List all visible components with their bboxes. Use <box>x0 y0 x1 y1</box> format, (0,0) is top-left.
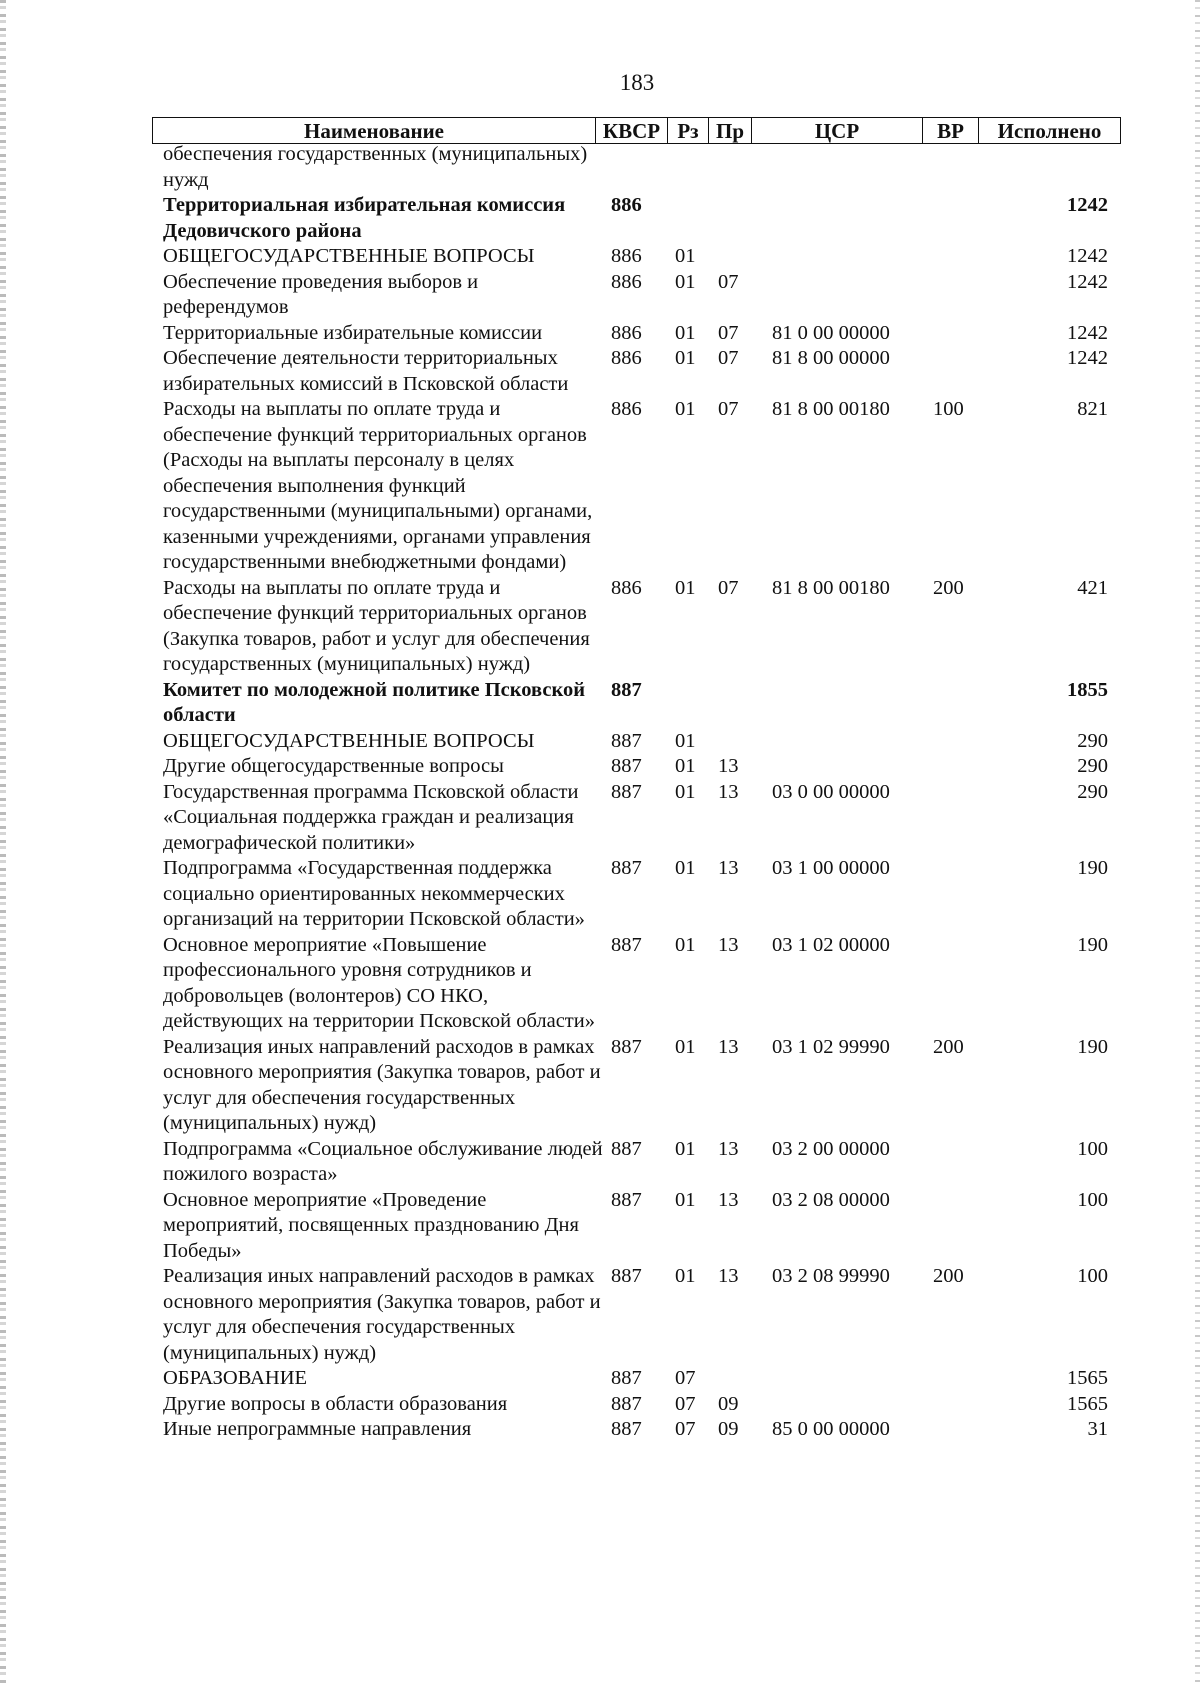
row-pr: 13 <box>718 1035 739 1058</box>
row-name: Территориальная избирательная комиссия Дедовичского района <box>163 194 566 242</box>
row-pr: 07 <box>718 576 739 599</box>
row-done: 290 <box>1077 780 1108 803</box>
table-row <box>0 729 1200 755</box>
row-kvsr: 886 <box>611 398 642 420</box>
row-name: Подпрограмма «Государственная поддержка социально ориентированных некоммерческих организаций на территории Псковской области» <box>163 857 585 930</box>
row-done: 190 <box>1077 857 1108 879</box>
row-name: ОБЩЕГОСУДАРСТВЕННЫЕ ВОПРОСЫ <box>163 245 535 267</box>
header-done: Исполнено <box>997 119 1102 143</box>
row-name: Расходы на выплаты по оплате труда и обеспечение функций территориальных органов (Закупка товаров, работ и услуг для обеспечения государственных (муниципальных) нужд) <box>163 576 590 675</box>
row-name: Основное мероприятие «Проведение мероприятий, посвященных празднованию Дня Победы» <box>163 1188 579 1262</box>
row-rz: 01 <box>675 857 696 879</box>
row-pr: 07 <box>718 398 739 420</box>
row-name: Реализация иных направлений расходов в рамках основного мероприятия (Закупка товаров, работ и услуг для обеспечения государственных (муниципальных) нужд) <box>163 1265 601 1364</box>
row-vr: 200 <box>933 576 964 599</box>
table-row <box>0 576 1200 678</box>
row-pr: 13 <box>718 755 739 777</box>
row-done: 421 <box>1077 576 1108 599</box>
row-rz: 01 <box>675 321 696 344</box>
row-kvsr: 886 <box>611 245 642 267</box>
table-row <box>0 321 1200 347</box>
row-rz: 01 <box>675 1188 696 1211</box>
row-kvsr: 886 <box>611 194 642 216</box>
table-row <box>0 346 1200 397</box>
row-name: Территориальные избирательные комиссии <box>163 321 543 344</box>
row-done: 1242 <box>1067 321 1108 344</box>
row-pr: 07 <box>718 347 739 369</box>
row-done: 1565 <box>1067 1367 1108 1389</box>
table-row <box>0 678 1200 729</box>
row-csr: 81 8 00 00180 <box>772 576 890 599</box>
row-pr: 13 <box>718 1265 739 1287</box>
row-kvsr: 886 <box>611 347 642 369</box>
row-kvsr: 887 <box>611 780 642 803</box>
row-kvsr: 887 <box>611 1418 642 1440</box>
table-row <box>0 1392 1200 1418</box>
table-row <box>0 933 1200 1035</box>
table-row <box>0 1137 1200 1188</box>
row-rz: 01 <box>675 933 696 956</box>
row-name: Обеспечение деятельности территориальных избирательных комиссий в Псковской области <box>163 347 569 395</box>
row-done: 1242 <box>1067 245 1108 267</box>
row-name: Основное мероприятие «Повышение профессионального уровня сотрудников и добровольцев (волонтеров) СО НКО, действующих на территории Псковской области» <box>163 933 595 1032</box>
row-kvsr: 887 <box>611 729 642 752</box>
row-rz: 01 <box>675 1265 696 1287</box>
row-name: Другие вопросы в области образования <box>163 1392 508 1415</box>
row-rz: 01 <box>675 755 696 777</box>
row-kvsr: 887 <box>611 1137 642 1160</box>
row-name: ОБРАЗОВАНИЕ <box>163 1367 308 1389</box>
row-kvsr: 886 <box>611 576 642 599</box>
row-name: Расходы на выплаты по оплате труда и обеспечение функций территориальных органов (Расходы на выплаты персоналу в целях обеспечения выполнения функций государственными (муниципальными) органами, казенными учреждениями, органами управления государственными внебюджетными фондами) <box>163 398 593 573</box>
row-done: 1242 <box>1067 194 1108 216</box>
row-pr: 07 <box>718 270 739 293</box>
table-row <box>0 1035 1200 1137</box>
row-csr: 03 2 08 00000 <box>772 1188 890 1211</box>
row-pr: 09 <box>718 1418 739 1440</box>
table-row <box>0 1264 1200 1366</box>
table-body <box>0 142 1200 1443</box>
row-done: 290 <box>1077 755 1108 777</box>
row-done: 190 <box>1077 933 1108 956</box>
row-kvsr: 887 <box>611 678 642 701</box>
row-kvsr: 887 <box>611 1367 642 1389</box>
row-kvsr: 886 <box>611 270 642 293</box>
header-name: Наименование <box>153 118 596 143</box>
row-rz: 07 <box>675 1367 696 1389</box>
row-vr: 200 <box>933 1265 964 1287</box>
row-pr: 13 <box>718 1188 739 1211</box>
row-name: Иные непрограммные направления <box>163 1418 472 1440</box>
row-name: Обеспечение проведения выборов и референдумов <box>163 270 479 318</box>
row-rz: 01 <box>675 780 696 803</box>
row-rz: 01 <box>675 576 696 599</box>
row-name: Подпрограмма «Социальное обслуживание людей пожилого возраста» <box>163 1137 603 1185</box>
header-kvsr: КВСР <box>596 118 668 143</box>
row-done: 190 <box>1077 1035 1108 1058</box>
row-name: Реализация иных направлений расходов в рамках основного мероприятия (Закупка товаров, работ и услуг для обеспечения государственных (муниципальных) нужд) <box>163 1035 601 1134</box>
row-kvsr: 887 <box>611 755 642 777</box>
row-rz: 01 <box>675 1035 696 1058</box>
row-name: Государственная программа Псковской области «Социальная поддержка граждан и реализация демографической политики» <box>163 780 579 854</box>
row-csr: 81 0 00 00000 <box>772 321 890 344</box>
row-rz: 07 <box>675 1392 696 1415</box>
row-csr: 03 1 02 99990 <box>772 1035 890 1058</box>
row-name: Комитет по молодежной политике Псковской области <box>163 678 586 726</box>
row-done: 100 <box>1077 1188 1108 1211</box>
header-csr: ЦСР <box>752 118 923 143</box>
row-kvsr: 886 <box>611 321 642 344</box>
row-kvsr: 887 <box>611 1188 642 1211</box>
header-rz: Рз <box>668 118 709 143</box>
table-row <box>0 142 1200 193</box>
row-rz: 01 <box>675 1137 696 1160</box>
row-csr: 03 1 02 00000 <box>772 933 890 956</box>
row-done: 31 <box>1087 1418 1108 1440</box>
table-header <box>152 117 1121 144</box>
table-row <box>0 270 1200 321</box>
row-done: 1855 <box>1067 678 1108 701</box>
table-row <box>0 1366 1200 1392</box>
row-vr: 200 <box>933 1035 964 1058</box>
table-row <box>0 244 1200 270</box>
row-pr: 09 <box>718 1392 739 1415</box>
row-csr: 81 8 00 00180 <box>772 398 890 420</box>
row-kvsr: 887 <box>611 933 642 956</box>
table-row <box>0 856 1200 933</box>
table-row <box>0 193 1200 244</box>
row-rz: 01 <box>675 729 696 752</box>
row-done: 1242 <box>1067 347 1108 369</box>
row-rz: 01 <box>675 270 696 293</box>
row-rz: 07 <box>675 1418 696 1440</box>
row-rz: 01 <box>675 398 696 420</box>
row-done: 1242 <box>1067 270 1108 293</box>
row-done: 1565 <box>1067 1392 1108 1415</box>
row-kvsr: 887 <box>611 1392 642 1415</box>
row-pr: 13 <box>718 933 739 956</box>
row-name: Другие общегосударственные вопросы <box>163 755 504 777</box>
row-pr: 13 <box>718 1137 739 1160</box>
table-row <box>0 754 1200 780</box>
row-kvsr: 887 <box>611 1265 642 1287</box>
row-csr: 03 0 00 00000 <box>772 780 890 803</box>
row-name: обеспечения государственных (муниципальных) нужд <box>163 143 588 191</box>
table-row <box>0 1188 1200 1265</box>
row-csr: 03 1 00 00000 <box>772 857 890 879</box>
table-row <box>0 397 1200 576</box>
row-pr: 13 <box>718 780 739 803</box>
row-vr: 100 <box>933 398 964 420</box>
row-done: 100 <box>1077 1265 1108 1287</box>
header-vr: ВР <box>923 118 979 143</box>
row-pr: 13 <box>718 857 739 879</box>
row-rz: 01 <box>675 245 696 267</box>
page-number: 183 <box>619 70 655 95</box>
table-row <box>0 1417 1200 1443</box>
row-csr: 03 2 08 99990 <box>772 1265 890 1287</box>
row-kvsr: 887 <box>611 857 642 879</box>
row-kvsr: 887 <box>611 1035 642 1058</box>
header-pr: Пр <box>709 118 752 143</box>
row-done: 290 <box>1077 729 1108 752</box>
row-pr: 07 <box>718 321 739 344</box>
row-done: 100 <box>1077 1137 1108 1160</box>
table-row <box>0 780 1200 857</box>
row-done: 821 <box>1077 398 1108 420</box>
row-csr: 03 2 00 00000 <box>772 1137 890 1160</box>
row-name: ОБЩЕГОСУДАРСТВЕННЫЕ ВОПРОСЫ <box>163 729 535 752</box>
row-csr: 85 0 00 00000 <box>772 1418 890 1440</box>
row-rz: 01 <box>675 347 696 369</box>
row-csr: 81 8 00 00000 <box>772 347 890 369</box>
